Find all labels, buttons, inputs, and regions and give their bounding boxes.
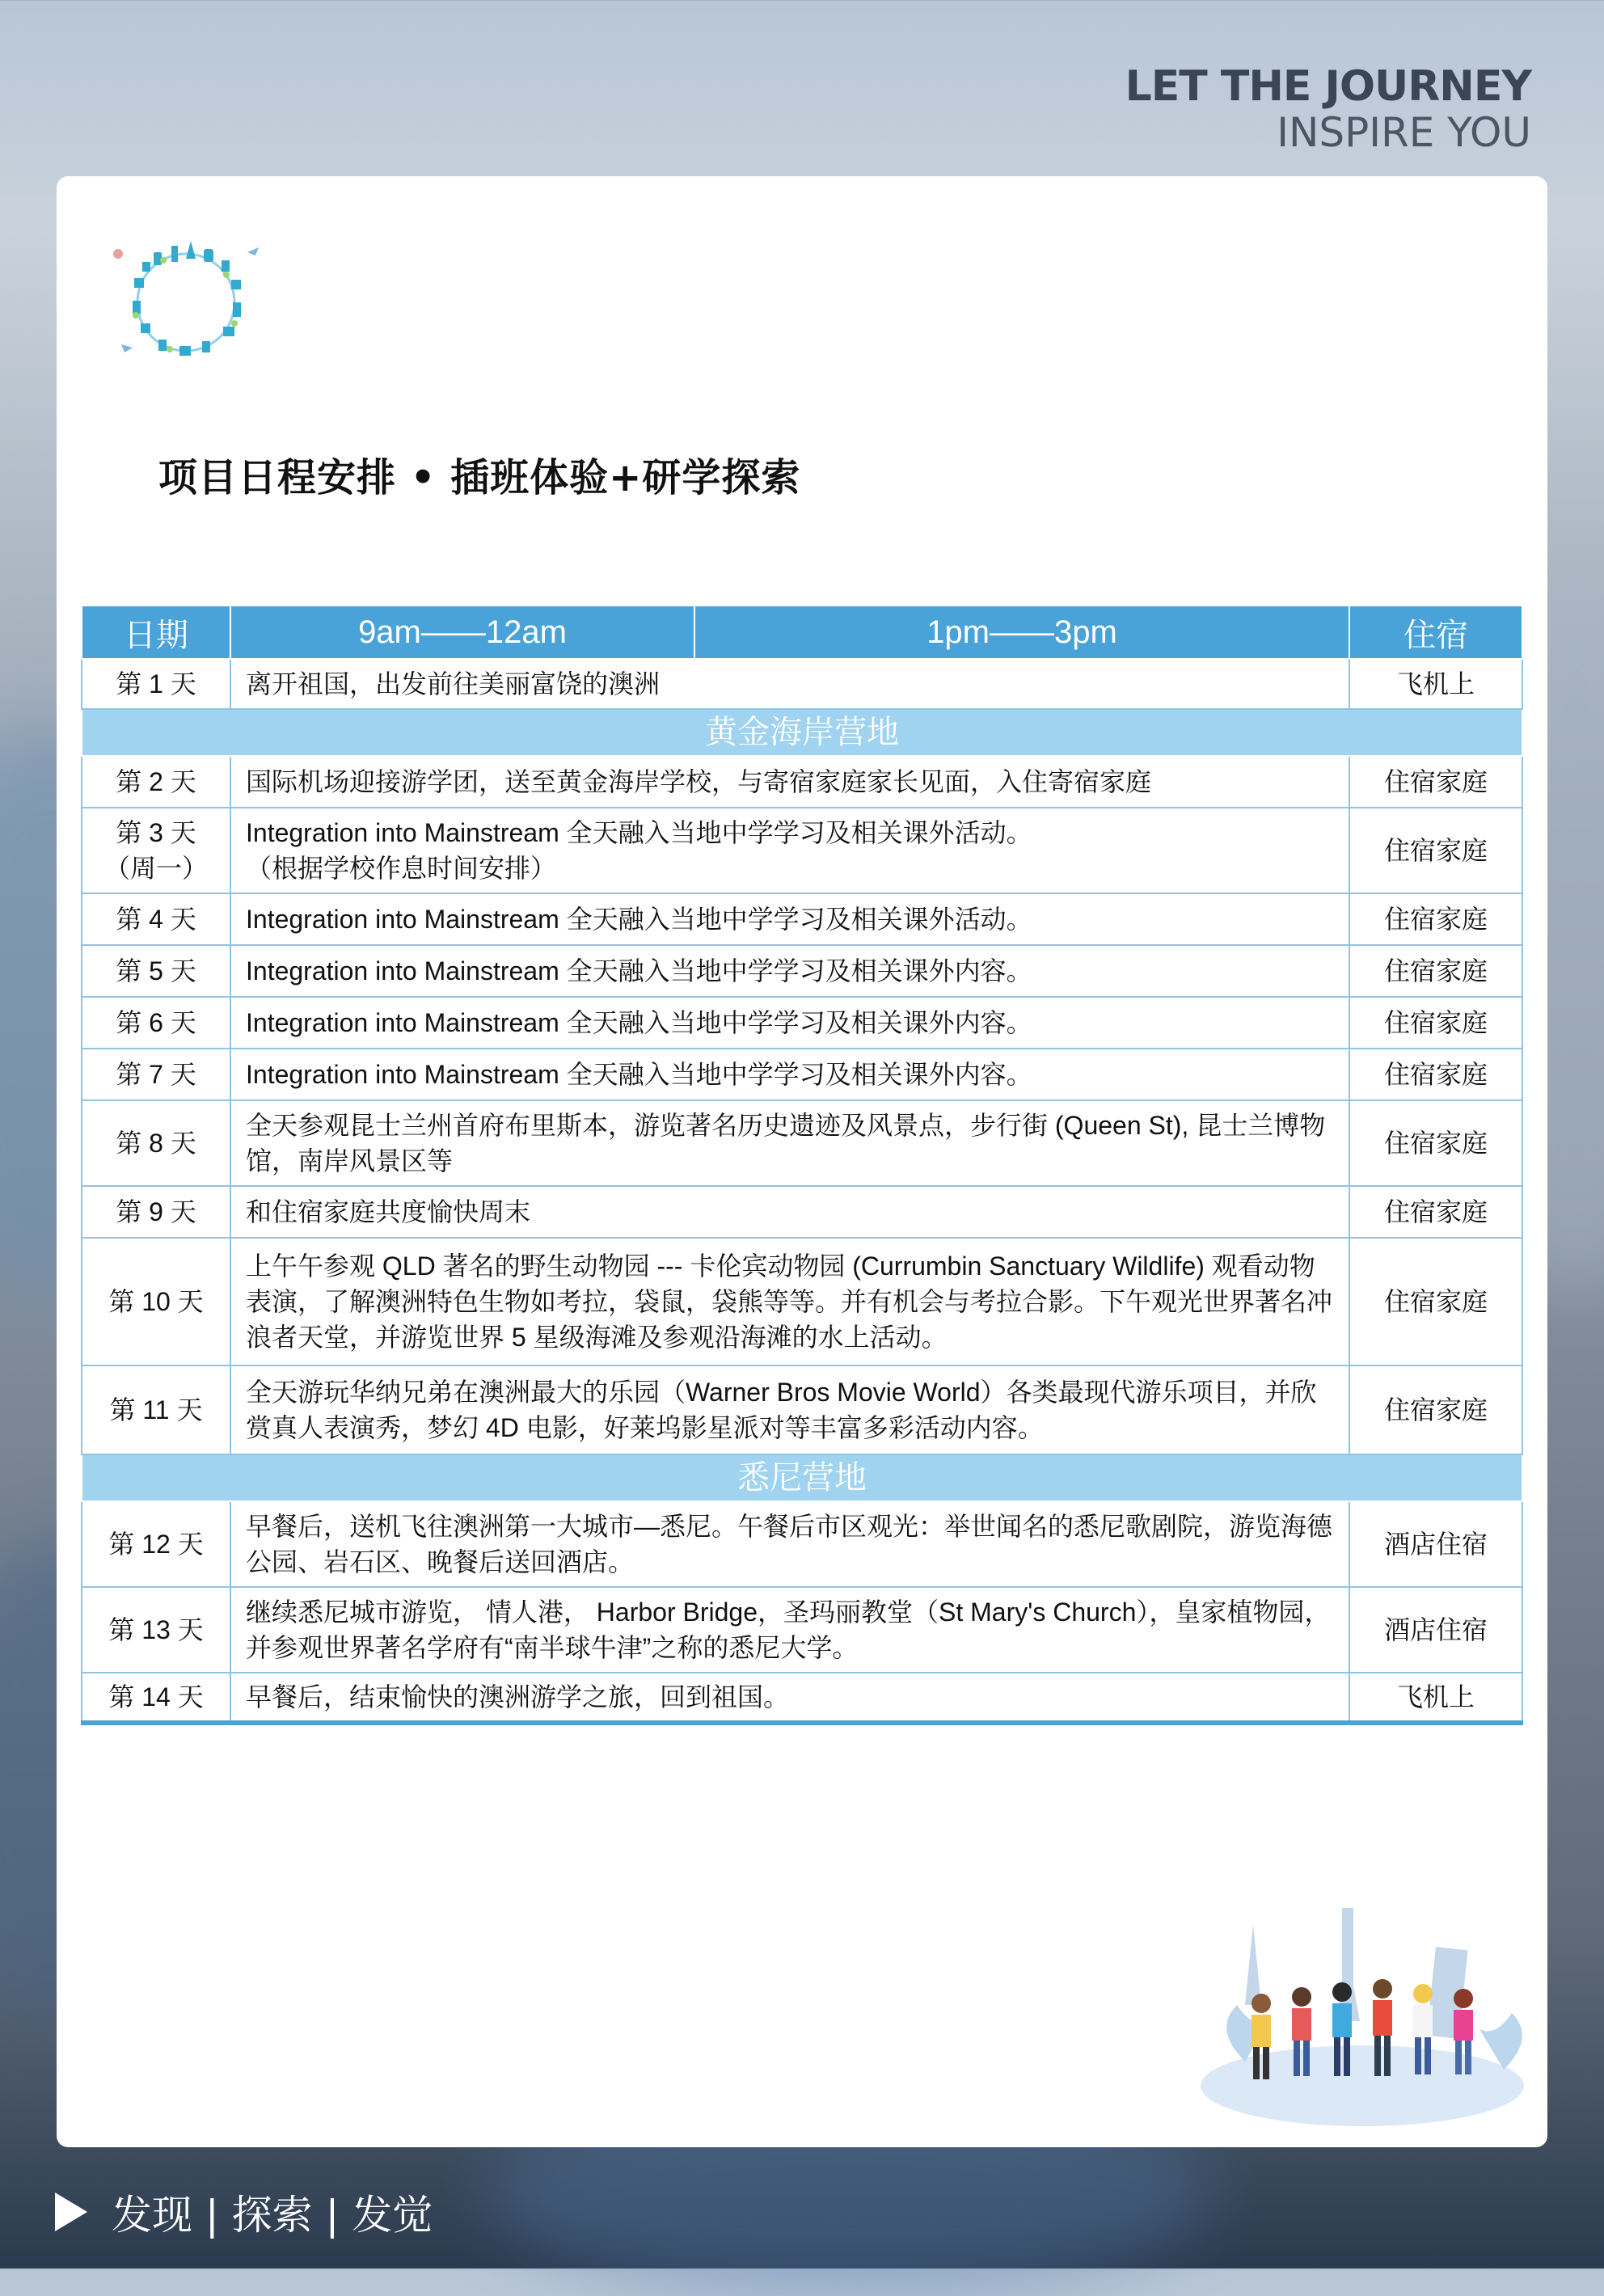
activity-cell: 全天参观昆士兰州首府布里斯本，游览著名历史遗迹及风景点，步行街 (Queen St), 昆士兰博物馆，南岸风景区等 [230, 1100, 1349, 1186]
stay-cell: 住宿家庭 [1349, 1186, 1522, 1238]
day-cell: 第 11 天 [82, 1365, 230, 1454]
day-cell: 第 7 天 [82, 1049, 230, 1100]
footer-slogan [55, 2183, 433, 2241]
day-cell [82, 808, 230, 893]
table-row [82, 659, 1522, 709]
play-icon [55, 2193, 87, 2231]
table-row [82, 1238, 1522, 1365]
activity-cell: 和住宿家庭共度愉快周末 [230, 1186, 1349, 1238]
section-row [82, 1454, 1522, 1501]
table-row [82, 1587, 1522, 1673]
header-afternoon: 1pm——3pm [694, 606, 1349, 659]
table-header-row [82, 606, 1522, 659]
stay-cell: 住宿家庭 [1349, 808, 1522, 893]
travelers-group-illustration [1188, 1908, 1536, 2134]
stay-cell: 住宿家庭 [1349, 756, 1522, 808]
day-cell: 第 2 天 [82, 756, 230, 808]
section-title: 黄金海岸营地 [82, 709, 1522, 756]
activity-cell: Integration into Mainstream 全天融入当地中学学习及相关课外内容。 [230, 1049, 1349, 1100]
activity-cell: 全天游玩华纳兄弟在澳洲最大的乐园（Warner Bros Movie World）各类最现代游乐项目，并欣赏真人表演秀，梦幻 4D 电影，好莱坞影星派对等丰富多彩活动内容。 [230, 1365, 1349, 1454]
table-row [82, 945, 1522, 997]
header-morning: 9am——12am [230, 606, 694, 659]
activity-cell: 早餐后，结束愉快的澳洲游学之旅，回到祖国。 [230, 1673, 1349, 1723]
day-cell: 第 1 天 [82, 659, 230, 709]
table-row [82, 893, 1522, 945]
activity-cell: 早餐后，送机飞往澳洲第一大城市—悉尼。午餐后市区观光：举世闻名的悉尼歌剧院，游览海德公园、岩石区、晚餐后送回酒店。 [230, 1501, 1349, 1587]
tagline [1125, 63, 1531, 155]
table-row [82, 1049, 1522, 1100]
stay-cell: 住宿家庭 [1349, 1049, 1522, 1100]
day-cell: 第 9 天 [82, 1186, 230, 1238]
stay-cell: 住宿家庭 [1349, 1100, 1522, 1186]
day-sublabel: （周一） [103, 854, 208, 883]
day-cell: 第 5 天 [82, 945, 230, 997]
stay-cell: 酒店住宿 [1349, 1587, 1522, 1673]
header-stay: 住宿 [1349, 606, 1522, 659]
activity-cell: 国际机场迎接游学团，送至黄金海岸学校，与寄宿家庭家长见面，入住寄宿家庭 [230, 756, 1349, 808]
day-cell: 第 10 天 [82, 1238, 230, 1365]
table-row [82, 1100, 1522, 1186]
stay-cell: 住宿家庭 [1349, 893, 1522, 945]
activity-cell: 离开祖国，出发前往美丽富饶的澳洲 [230, 659, 1349, 709]
stay-cell: 飞机上 [1349, 659, 1522, 709]
tagline-line1: LET THE JOURNEY [1125, 62, 1531, 111]
table-row [82, 1186, 1522, 1238]
header-date: 日期 [82, 606, 230, 659]
page-title: 项目日程安排 • 插班体验+研学探索 [158, 455, 801, 500]
day-cell: 第 8 天 [82, 1100, 230, 1186]
day-cell: 第 13 天 [82, 1587, 230, 1673]
table-row [82, 997, 1522, 1049]
day-cell: 第 4 天 [82, 893, 230, 945]
stay-cell: 住宿家庭 [1349, 1365, 1522, 1454]
activity-cell: 继续悉尼城市游览， 情人港， Harbor Bridge，圣玛丽教堂（St Mary's Church），皇家植物园，并参观世界著名学府有“南半球牛津”之称的悉尼大学。 [230, 1587, 1349, 1673]
table-row [82, 1365, 1522, 1454]
table-row [82, 756, 1522, 808]
stay-cell: 住宿家庭 [1349, 1238, 1522, 1365]
table-row [82, 1673, 1522, 1723]
activity-cell: Integration into Mainstream 全天融入当地中学学习及相关课外内容。 [230, 945, 1349, 997]
stay-cell: 住宿家庭 [1349, 997, 1522, 1049]
section-title: 悉尼营地 [82, 1454, 1522, 1501]
activity-cell [230, 808, 1349, 893]
table-row [82, 1501, 1522, 1587]
schedule-table [81, 605, 1523, 1725]
day-cell: 第 6 天 [82, 997, 230, 1049]
activity-cell: Integration into Mainstream 全天融入当地中学学习及相关课外内容。 [230, 997, 1349, 1049]
footer-text: 发现 | 探索 | 发觉 [112, 2192, 433, 2239]
table-row [82, 808, 1522, 893]
stay-cell: 住宿家庭 [1349, 945, 1522, 997]
activity-cell: 上午午参观 QLD 著名的野生动物园 --- 卡伦宾动物园 (Currumbin Sanctuary Wildlife) 观看动物表演，了解澳洲特色生物如考拉，袋鼠，袋熊等等。并有机会与考拉合影。下午观光世界著名冲浪者天堂，并游览世界 5 星级海滩及参观沿海滩的水上活动。 [230, 1238, 1349, 1365]
activity-cell: Integration into Mainstream 全天融入当地中学学习及相关课外活动。 [230, 893, 1349, 945]
tagline-line2: INSPIRE YOU [1277, 109, 1531, 156]
section-row [82, 709, 1522, 756]
activity-line: Integration into Mainstream 全天融入当地中学学习及相关课外活动。 [246, 818, 1032, 847]
stay-cell: 酒店住宿 [1349, 1501, 1522, 1587]
world-landmarks-ring-logo [105, 236, 275, 365]
stay-cell: 飞机上 [1349, 1673, 1522, 1723]
day-cell: 第 12 天 [82, 1501, 230, 1587]
activity-note: （根据学校作息时间安排） [246, 854, 557, 883]
day-cell: 第 14 天 [82, 1673, 230, 1723]
day-label: 第 3 天 [116, 818, 196, 847]
